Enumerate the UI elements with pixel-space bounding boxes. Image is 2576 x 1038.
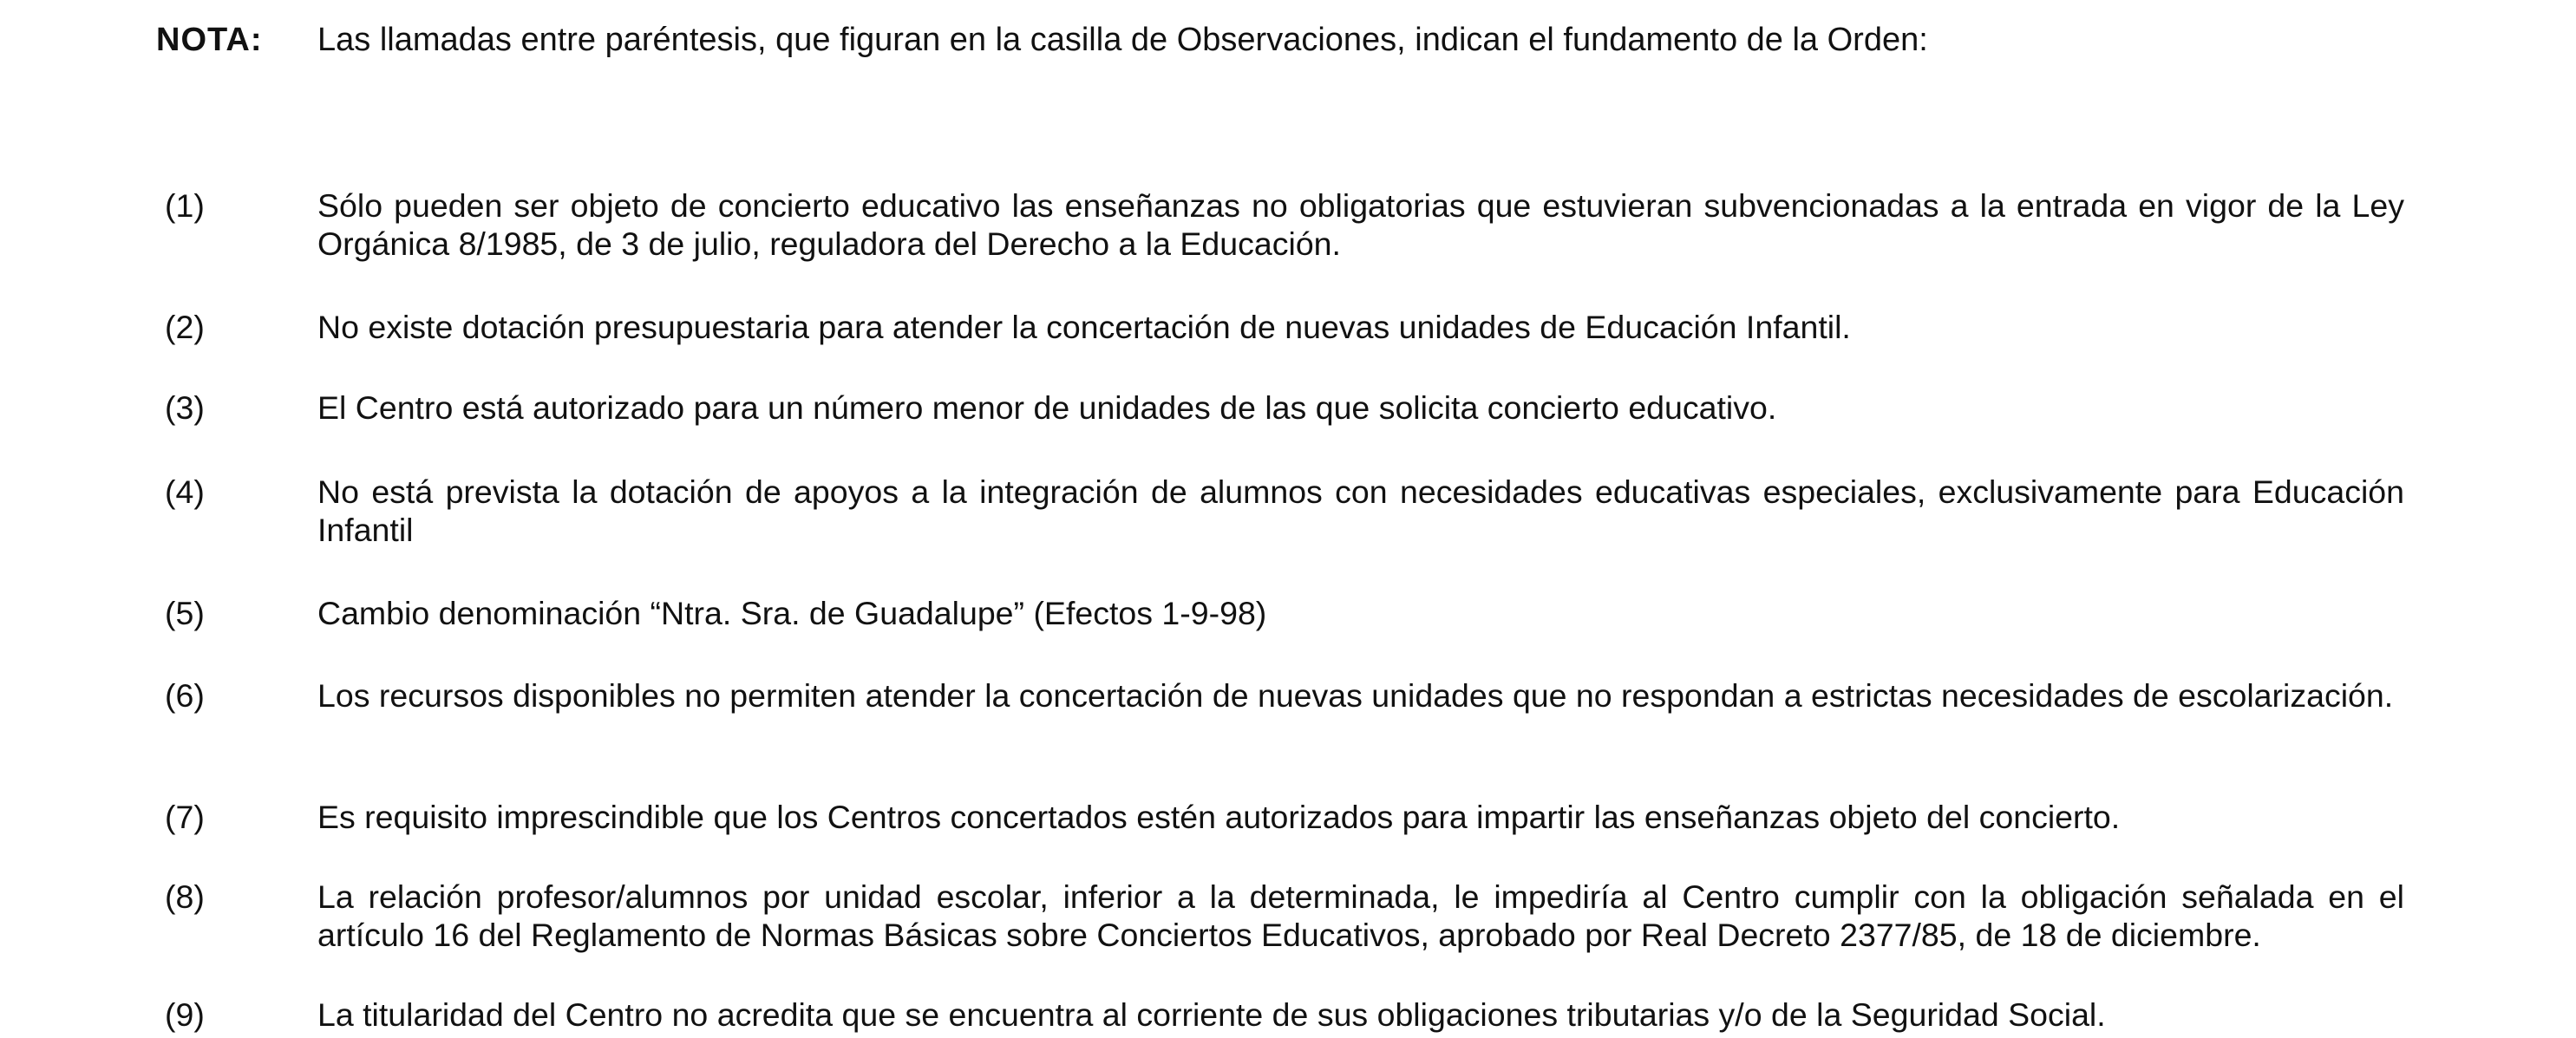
note-number: (7)	[165, 799, 205, 835]
note-number: (4)	[165, 473, 205, 510]
nota-label: NOTA:	[156, 22, 263, 58]
note-text: Cambio denominación “Ntra. Sra. de Guadalupe” (Efectos 1-9-98)	[317, 595, 1267, 631]
note-number: (3)	[165, 389, 205, 426]
note-text: Los recursos disponibles no permiten atender la concertación de nuevas unidades que no respondan a estrictas necesidades de escolarización.	[317, 677, 2394, 714]
note-text: El Centro está autorizado para un número menor de unidades de las que solicita concierto educativo.	[317, 389, 1777, 426]
note-number: (8)	[165, 878, 205, 915]
note-text: Es requisito imprescindible que los Centros concertados estén autorizados para impartir las enseñanzas objeto del concierto.	[317, 799, 2121, 835]
note-number: (2)	[165, 309, 205, 345]
note-number: (5)	[165, 595, 205, 631]
note-text: La titularidad del Centro no acredita que se encuentra al corriente de sus obligaciones tributarias y/o de la Seguridad Social.	[317, 996, 2106, 1033]
note-text: No está prevista la dotación de apoyos a la integración de alumnos con necesidades educativas especiales, exclusivamente para Educación Infantil	[317, 473, 2404, 548]
nota-text: Las llamadas entre paréntesis, que figuran en la casilla de Observaciones, indican el fundamento de la Orden:	[317, 22, 1928, 58]
note-text: Sólo pueden ser objeto de concierto educativo las enseñanzas no obligatorias que estuvieran subvencionadas a la entrada en vigor de la Ley Orgánica 8/1985, de 3 de julio, reguladora del Derecho a la Educación.	[317, 187, 2404, 262]
note-text: La relación profesor/alumnos por unidad escolar, inferior a la determinada, le impediría al Centro cumplir con la obligación señalada en el artículo 16 del Reglamento de Normas Básicas sobre Conciertos Educativos, aprobado por Real Decreto 2377/85, de 18 de diciembre.	[317, 878, 2404, 953]
note-text: No existe dotación presupuestaria para atender la concertación de nuevas unidades de Educación Infantil.	[317, 309, 1851, 345]
note-number: (6)	[165, 677, 205, 714]
note-number: (9)	[165, 996, 205, 1033]
note-number: (1)	[165, 187, 205, 224]
